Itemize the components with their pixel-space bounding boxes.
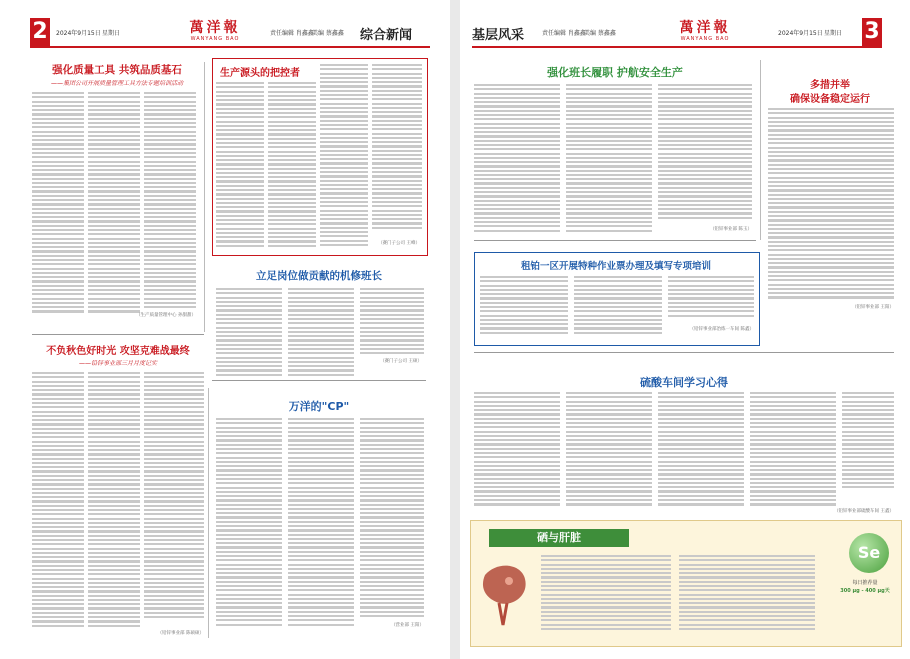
intake-value: 300 μg - 400 μg天: [840, 588, 890, 594]
selenium-box-title: 硒与肝脏: [489, 529, 629, 547]
issue-weekday: 星期日: [102, 30, 121, 37]
designer-credit: 美编 蔡鑫鑫: [312, 30, 344, 37]
logo-english: WANYANG BAO: [190, 36, 240, 42]
column-divider: [760, 60, 761, 240]
article-body: [216, 288, 282, 378]
intake-label: 每日推荐量: [852, 580, 878, 586]
article-body: [144, 372, 204, 622]
issue-date: 2024年9月15日: [778, 30, 823, 37]
masthead-rule: [30, 46, 430, 48]
article-subtitle: ——铅锌事业部三月月度记实: [78, 360, 157, 367]
article-body: [288, 418, 354, 628]
article-title: 不负秋色好时光 攻坚克难战最终: [46, 346, 190, 357]
article-body: [372, 64, 422, 234]
article-byline: （赛门子公司 王硕）: [380, 359, 422, 364]
article-body: [320, 64, 368, 252]
page-number: 3: [862, 18, 882, 46]
article-body: [658, 84, 752, 224]
article-byline: （铅锌事业部冶炼一车间 陈鑫）: [689, 327, 754, 332]
issue-date: 2024年9月15日: [56, 30, 101, 37]
section-divider: [474, 240, 756, 241]
article-body: [360, 418, 424, 618]
left-page: [0, 0, 450, 659]
article-byline: （铅锌事业部 陈硕硕）: [157, 631, 204, 636]
page-gutter: [450, 0, 460, 659]
selenium-box-body: [679, 555, 815, 635]
article-title: 硫酸车间学习心得: [640, 376, 728, 389]
article-title: 多措并举: [810, 80, 850, 91]
article-body: [268, 82, 316, 252]
liver-illustration-icon: [477, 555, 533, 639]
article-body: [288, 288, 354, 378]
selenium-box-body: [541, 555, 671, 635]
article-body: [474, 84, 560, 234]
editor-credit: 责任编辑 肖鑫鑫: [542, 30, 586, 37]
article-subtitle: ——集团公司开展质量管理工具方法专题培训活动: [50, 80, 183, 87]
logo-chinese: 萬洋報: [189, 20, 241, 36]
article-byline: （铅锌事业部硫酸车间 王鑫）: [834, 509, 894, 514]
section-title: 综合新闻: [360, 28, 413, 43]
designer-credit: 美编 蔡鑫鑫: [584, 30, 616, 37]
column-divider: [208, 388, 209, 638]
article-body: [144, 92, 196, 310]
article-title: 强化班长履职 护航安全生产: [547, 66, 683, 79]
article-body: [658, 392, 744, 508]
logo-english: WANYANG BAO: [680, 36, 730, 42]
article-body: [566, 392, 652, 508]
column-divider: [204, 62, 205, 332]
article-body: [750, 392, 836, 508]
left-masthead: [30, 20, 430, 44]
selenium-icon: Se: [849, 533, 889, 573]
masthead-rule: [472, 46, 882, 48]
article-body: [88, 92, 140, 317]
article-byline: （铅锌事业部 陈玉）: [710, 227, 752, 232]
section-divider: [212, 380, 426, 381]
paper-logo: [180, 20, 250, 42]
article-title: 立足岗位做贡献的机修班长: [256, 270, 382, 282]
section-divider: [32, 334, 204, 335]
selenium-info-box: [470, 520, 902, 647]
article-title: 万洋的"CP": [288, 400, 350, 413]
article-byline: （铅锌事业部 王阳）: [852, 305, 894, 310]
article-body: [32, 372, 84, 630]
article-title: 生产源头的把控者: [220, 68, 300, 79]
article-title-line-2: 确保设备稳定运行: [790, 94, 870, 105]
article-body: [566, 84, 652, 234]
editor-credit: 责任编辑 肖鑫鑫: [270, 30, 314, 37]
article-body: [574, 276, 662, 336]
article-body: [32, 92, 84, 317]
article-body: [360, 288, 424, 358]
article-body: [842, 392, 894, 492]
article-body: [88, 372, 140, 630]
page-number: 2: [30, 18, 50, 46]
logo-chinese: 萬洋報: [679, 20, 731, 36]
article-title: 强化质量工具 共筑品质基石: [52, 64, 182, 76]
article-body: [216, 82, 264, 252]
article-byline: （赛门子公司 王峰）: [378, 241, 420, 246]
article-body: [474, 392, 560, 508]
article-body: [668, 276, 754, 320]
article-body: [768, 108, 894, 303]
right-masthead: [472, 19, 890, 44]
article-body: [216, 418, 282, 628]
section-title: 基层风采: [472, 28, 525, 43]
article-title: 租铂一区开展特种作业票办理及填写专项培训: [520, 261, 711, 272]
article-byline: （营业部 王阳）: [391, 623, 424, 628]
article-body: [480, 276, 568, 336]
section-divider: [474, 352, 894, 353]
article-byline: （生产质量管理中心 孙甜甜）: [136, 313, 196, 318]
paper-logo: [670, 20, 740, 42]
issue-weekday: 星期日: [824, 30, 843, 37]
